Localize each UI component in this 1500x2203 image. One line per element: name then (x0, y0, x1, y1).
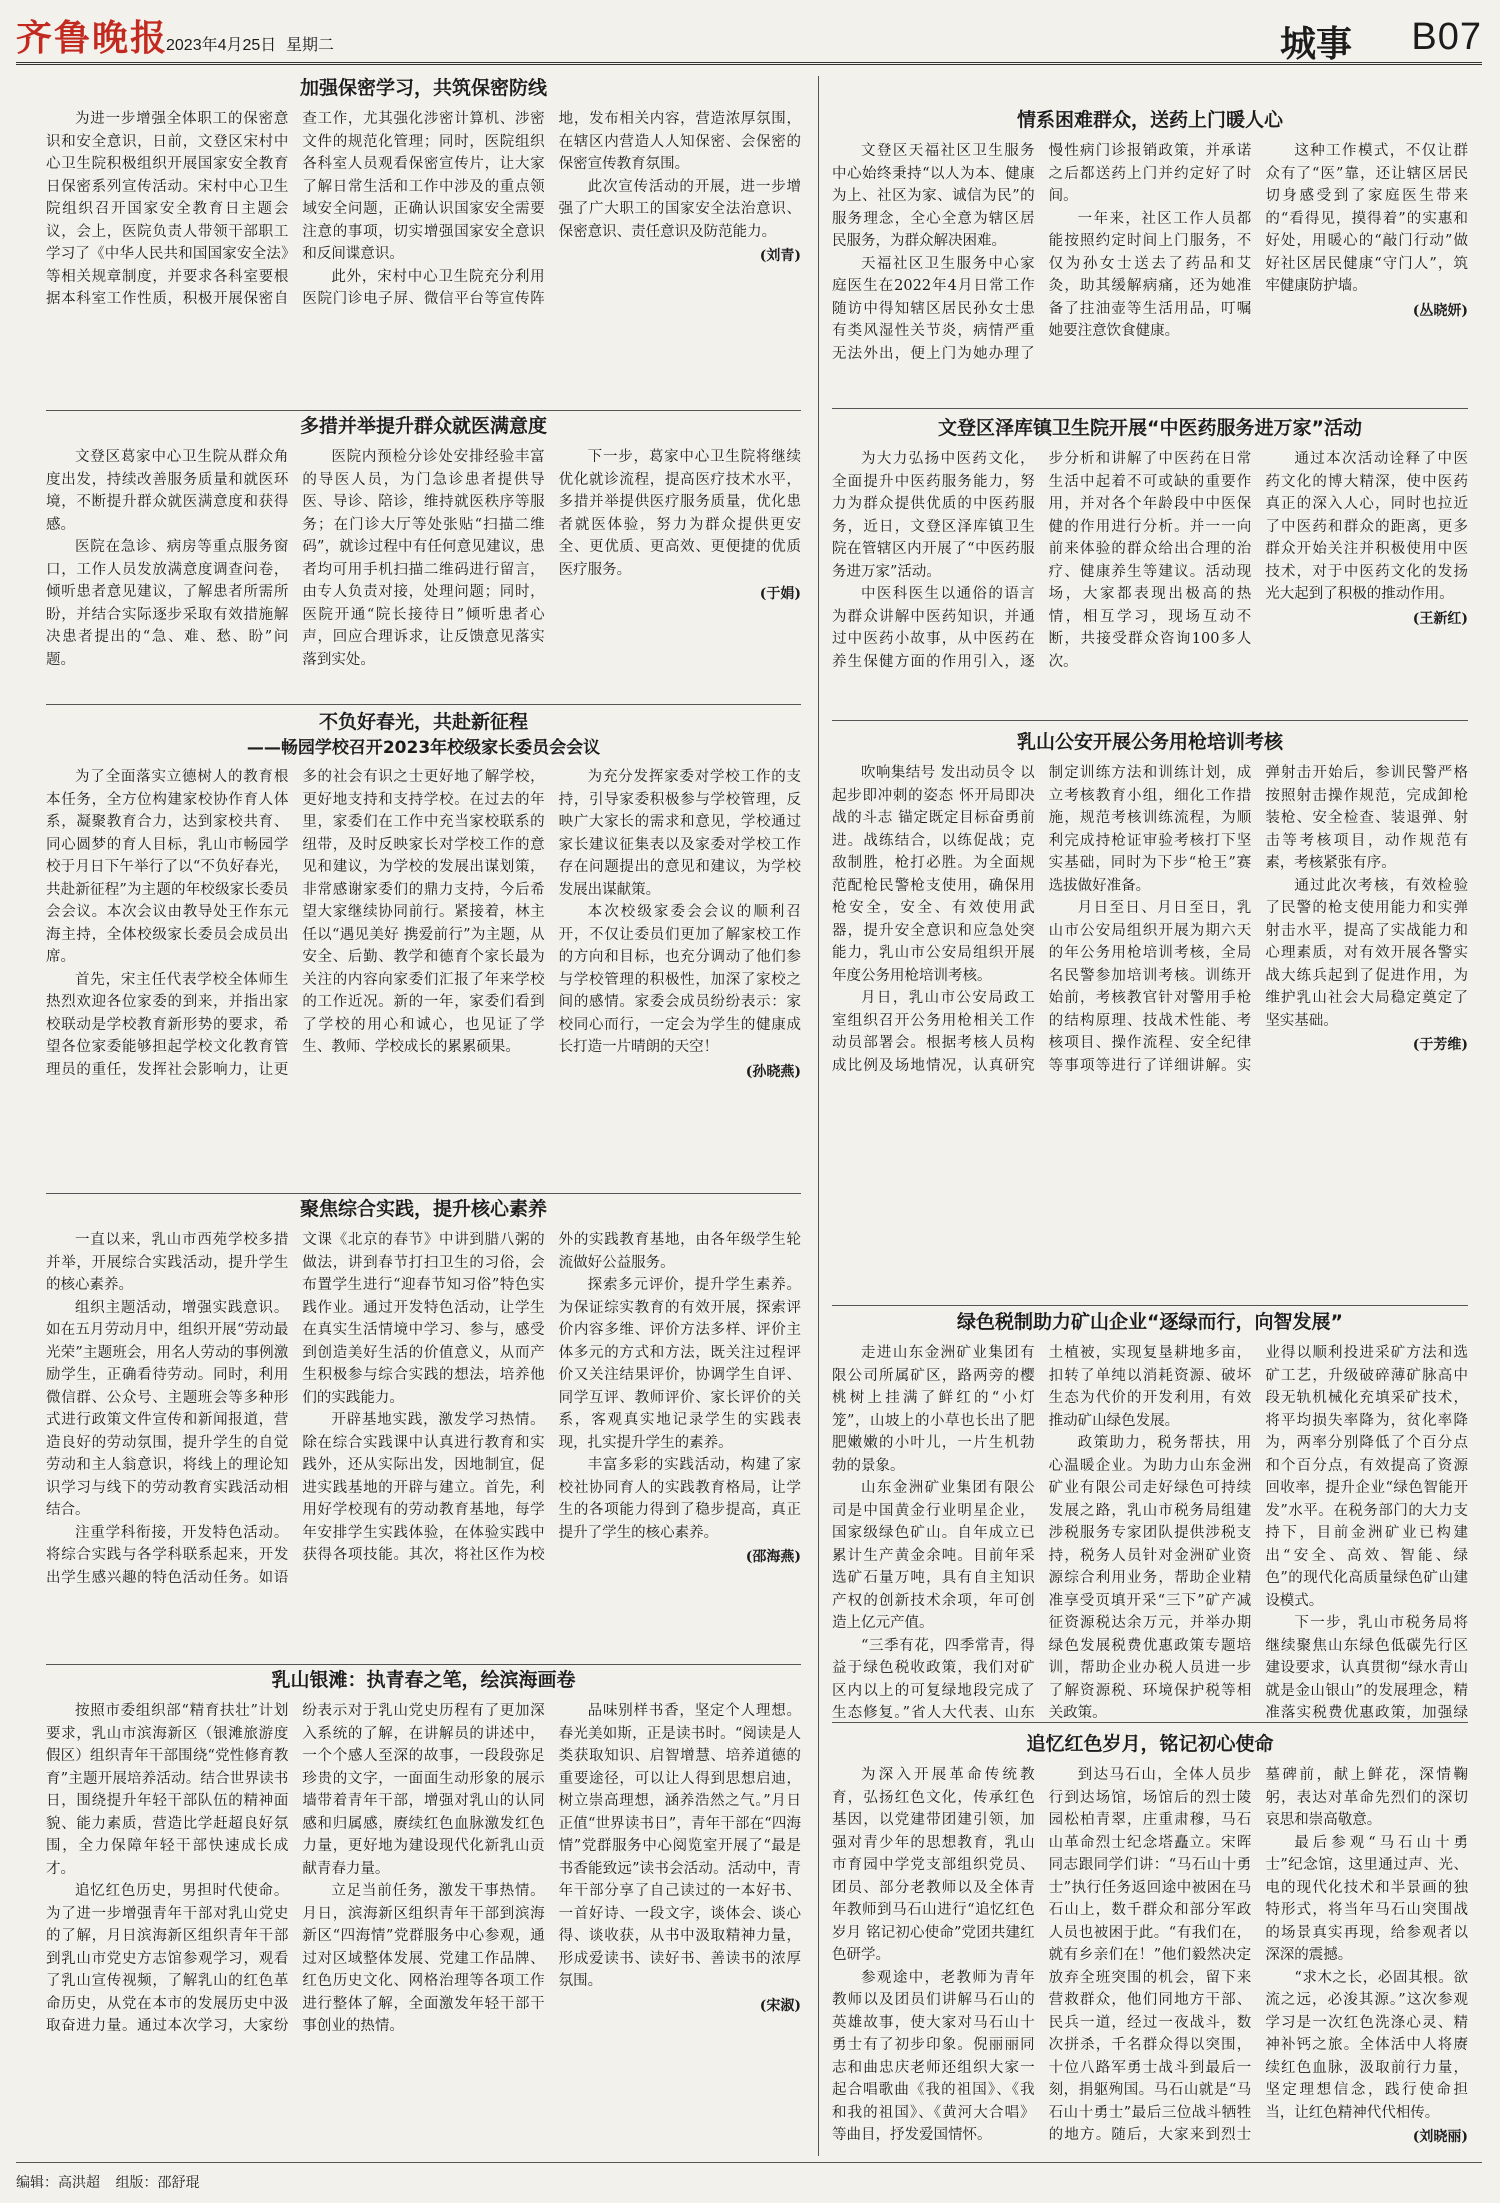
article-paragraph: 月日，乳山市公安局政工室组织召开公务用枪相关工作动员部署会。根据考核人员构成比例及场地情况，认真研究制定训练方法和训练计划，成立考核教育小组，细化工作措施，规范考核训练流程，为顺利完成持枪证审验考核打下坚实基础，同时为下步“枪王”赛选拔做好准备。 (832, 765, 1252, 1074)
article-title: 不负好春光，共赴新征程 (318, 711, 528, 733)
article-title: 文登区泽库镇卫生院开展“中医药服务进万家”活动 (938, 417, 1362, 439)
article-subtitle: ——畅园学校召开2023年校级家长委员会会议 (246, 738, 601, 758)
article-author: (王新红) (1412, 610, 1468, 627)
article-title: 聚焦综合实践，提升核心素养 (299, 1198, 547, 1220)
article-divider (46, 410, 801, 411)
article-body (832, 1342, 1468, 1720)
article-paragraph: 注重学科衔接，开发特色活动。将综合实践与各学科联系起来，开发出学生感兴趣的特色活动任务。如语文课《北京的春节》中讲到腊八粥的做法，讲到春节打扫卫生的习俗，会布置学生进行“迎春节知习俗”特色实践作业。通过开发特色活动，让学生在真实生活情境中学习、参与，感受到创造美好生活的价值意义，从而产生积极参与综合实践的想法，培养他们的实践能力。 (46, 1232, 545, 1586)
article (832, 1308, 1468, 1720)
article-paragraph: 医院在急诊、病房等重点服务窗口，工作人员发放满意度调查问卷，倾听患者意见建议，了解患者所需所盼，并结合实际逐步采取有效措施解决患者提出的“急、难、愁、盼”问题。 (46, 539, 289, 668)
article-title: 乳山银滩：执青春之笔，绘滨海画卷 (271, 1669, 576, 1691)
article-author: (刘晓丽) (1412, 2129, 1468, 2145)
article-paragraph: “三季有花，四季常青，得益于绿色税收政策，我们对矿区内以上的可复绿地段完成了生态修复。”省人大代表、山东 土植被，实现复垦耕地多亩，扣转了单纯以消耗资源、破坏生态为代价的开发利用，有效推动矿山绿色发展。 (832, 1345, 1252, 1720)
article-paragraph: 中医科医生以通俗的语言为群众讲解中医药知识，并通过中医药小故事，从中医药在养生保健方面的作用引入，逐步分析和讲解了中医药在日常生活中起着不可或缺的重要作用，并对各个年龄段中中医保健的作用进行分析。并一一向前来体验的群众给出合理的治疗、健康养生等建议。活动现场，大家都表现出极高的热情，相互学习，现场互动不断，共接受群众咨询100多人次。 (832, 451, 1252, 670)
page-number: B07 (1411, 16, 1482, 58)
article-paragraph: 此外，宋村中心卫生院充分利用医院门诊电子屏、微信平台等宣传阵地，发布相关内容，营造浓厚氛围，在辖区内营造人人知保密、会保密的保密宣传教育氛围。 (302, 111, 801, 307)
article-title: 追忆红色岁月，铭记初心使命 (1026, 1733, 1274, 1755)
article-paragraph: 丰富多彩的实践活动，构建了家校社协同育人的实践教育格局，让学生的各项能力得到了稳步提高，真正提升了学生的核心素养。 (558, 1457, 801, 1541)
article (46, 1195, 801, 1665)
article (832, 1730, 1468, 2154)
article-body (46, 108, 801, 311)
article-paragraph: 探索多元评价，提升学生素养。为保证综实教育的有效开展，探索评价内容多维、评价方法多样、评价主体多元的方式和方法，既关注过程评价又关注结果评价，协调学生自评、同学互评、教师评价、家长评价的关系，客观真实地记录学生的实践表现，扎实提升学生的素养。 (558, 1277, 801, 1451)
article (46, 1666, 801, 2154)
section-name: 城事 (1279, 24, 1352, 65)
article-paragraph: 为进一步增强全体职工的保密意识和安全意识，日前，文登区宋村中心卫生院积极组织开展国家安全教育日保密系列宣传活动。宋村中心卫生院组织召开国家安全教育日主题会议，会上，医院负责人带领干部职工学习了《中华人民共和国国家安全法》等相关规章制度，并要求各科室要根据本科室工作性质，积极开展保密自查工作，尤其强化涉密计算机、涉密文件的规范化管理；同时，医院组织各科室人员观看保密宣传片，让大家了解日常生活和工作中涉及的重点领域安全问题，正确认识国家安全需要注意的事项，切实增强国家安全意识和反间谍意识。 (46, 111, 545, 307)
column-divider (818, 76, 819, 2156)
article-body (832, 1764, 1468, 2149)
article-paragraph: 追忆红色历史，男担时代使命。为了进一步增强青年干部对乳山党史的了解，月日滨海新区组织青年干部到乳山市党史方志馆参观学习，观看了乳山宣传视频，了解乳山的红色革命历史，从党在本市的发展历史中汲取奋进力量。通过本次学习，大家纷纷表示对于乳山党史历程有了更加深入系统的了解，在讲解员的讲述中，一个个感人至深的故事，一段段弥足珍贵的文字，一面面生动形象的展示墙带着青年干部，增强对乳山的认同感和归属感，赓续红色血脉激发红色力量，更好地为建设现代化新乳山贡献青春力量。 (46, 1703, 545, 2034)
article-title: 情系困难群众，送药上门暖人心 (1016, 109, 1283, 131)
article-paragraph: 组织主题活动，增强实践意识。如在五月劳动月中，组织开展“劳动最光荣”主题班会，用名人劳动的事例激励学生，正确看待劳动。同时，利用微信群、公众号、主题班会等多种形式进行政策文件宣传和新闻报道，营造良好的劳动氛围，提升学生的自觉劳动和主人翁意识，将线上的理论知识学习与线下的劳动教育实践活动相结合。 (46, 1299, 289, 1518)
article-divider (832, 1305, 1468, 1306)
article-body (46, 766, 801, 1083)
article-author: (刘青) (759, 248, 801, 264)
article-paragraph: 品味别样书香，坚定个人理想。春光美如斯，正是读书时。“阅读是人类获取知识、启智增慧、培养道德的重要途径，可以让人得到思想启迪，树立崇高理想，涵养浩然之气。”月日正值“世界读书日”，青年干部在“四海情”党群服务中心阅览室开展了“最是书香能致远”读书会活动。活动中，青年干部分享了自己读过的一本好书、一首好诗、一段文字，谈体会、谈心得、谈收获，从书中汲取精神力量，形成爱读书、读好书、善读书的浓厚氛围。 (558, 1703, 801, 1989)
article-divider (832, 1722, 1468, 1723)
article-paragraph: 政策助力，税务帮扶，用心温暖企业。为助力山东金洲矿业有限公司走好绿色可持续发展之路，乳山市税务局组建涉税服务专家团队提供涉税支持，税务人员针对金洲矿业资源综合利用业务，帮助企业精准享受页填开采“三下”矿产减征资源税达余万元，并举办期绿色发展税费优惠政策专题培训，帮助企业办税人员进一步了解资源税、环境保护税等相关政策。 (1048, 1435, 1252, 1720)
article-paragraph: 山东金洲矿业集团有限公司是中国黄金行业明星企业，国家级绿色矿山。自年成立已累计生产黄金余吨。目前年采选矿石量万吨，具有自主知识产权的创新技术余项，年可创造上亿元产值。 (832, 1480, 1035, 1631)
article-paragraph: 文登区天福社区卫生服务中心始终秉持“以人为本、健康为上、社区为家、诚信为民”的服务理念，全心全意为辖区居民服务，为群众解决困难。 (832, 143, 1035, 249)
footer-credits (16, 2172, 200, 2192)
article-title: 加强保密学习，共筑保密防线 (299, 77, 547, 99)
article-paragraph: 参观途中，老教师为青年教师以及团员们讲解马石山的英雄故事，使大家对马石山十勇士有了初步印象。倪丽丽同志和曲忠庆老师还组织大家一起合唱歌曲《我的祖国》、《我和我的祖国》、《黄河大合唱》等曲目，抒发爱国情怀。 (832, 1969, 1035, 2143)
article-paragraph: 最后参观“马石山十勇士”纪念馆，这里通过声、光、电的现代化技术和半景画的独特形式，将当年马石山突围战的场景真实再现，给参观者以深深的震撼。 (1265, 1834, 1468, 1963)
article-paragraph: 通过本次活动诠释了中医药文化的博大精深，使中医药真正的深入人心，同时也拉近了中医药和群众的距离，更多群众开始关注并积极使用中医技术，对于中医药文化的发扬光大起到了积极的推动作用。 (1265, 451, 1468, 602)
article-paragraph: 医院内预检分诊处安排经验丰富的导医人员，为门急诊患者提供导医、导诊、陪诊，维持就医秩序等服务；在门诊大厅等处张贴“扫描二维码”，就诊过程中有任何意见建议，患者均可用手机扫描二维码进行留言，由专人负责对接，处理问题；同时，医院开通“院长接待日”倾听患者心声，回应合理诉求，让反馈意见落实落到实处。 (302, 449, 545, 668)
article-paragraph: 此次宣传活动的开展，进一步增强了广大职工的国家安全法治意识、保密意识、责任意识及防范能力。 (558, 178, 801, 240)
article-author: (于娟) (759, 586, 801, 602)
article-paragraph: 到达马石山，全体人员步行到达场馆，场馆后的烈士陵园松柏青翠，庄重肃穆，马石山革命烈士纪念塔矗立。宋晖同志跟同学们讲：“马石山十勇士”执行任务返回途中被困在马石山上，数千群众和部分军政人员也被困于此。“有我们在，就有乡亲们在！”他们毅然决定放弃全班突围的机会，留下来营救群众，他们同地方干部、民兵一道，经过一夜战斗，数次拼杀，千名群众得以突围，十位八路军勇士战斗到最后一刻，捐躯殉国。马石山就是“马石山十勇士”最后三位战斗牺牲的地方。随后，大家来到烈士墓碑前，献上鲜花，深情鞠躬，表达对革命先烈们的深切哀思和崇高敬意。 (1048, 1767, 1468, 2143)
article-paragraph: 为大力弘扬中医药文化，全面提升中医药服务能力，努力为群众提供优质的中医药服务，近日，文登区泽库镇卫生院在管辖区内开展了“中医药服务进万家”活动。 (832, 451, 1035, 580)
article-paragraph: 这种工作模式，不仅让群众有了“医”靠，还让辖区居民切身感受到了家庭医生带来的“看得见，摸得着”的实惠和好处，用暖心的“敲门行动”做好社区居民健康“守门人”，筑牢健康防护墙。 (1265, 143, 1468, 294)
issue-weekday: 星期二 (286, 37, 335, 54)
article-divider (832, 408, 1468, 409)
article-paragraph: 立足当前任务，激发干事热情。月日，滨海新区组织青年干部到滨海新区“四海情”党群服务中心参观，通过对区域整体发展、党建工作品牌、红色历史文化、网格治理等各项工作进行整体了解，全面激发年轻干部干事创业的热情。 (302, 1883, 545, 2034)
article (46, 74, 801, 414)
article-divider (46, 1664, 801, 1665)
masthead (16, 10, 1482, 65)
article-body (832, 762, 1468, 1077)
article-paragraph: 下一步，葛家中心卫生院将继续优化就诊流程，提高医疗技术水平，多措并举提供医疗服务质量，优化患者就医体验，努力为群众提供更安全、更优质、更高效、更便捷的优质医疗服务。 (558, 449, 801, 578)
article-body (46, 1700, 801, 2038)
article-paragraph: 吹响集结号 发出动员令 以起步即冲刺的姿态 怀开局即决战的斗志 锚定既定目标奋勇前进。战练结合，以练促战；克敌制胜，枪打必胜。为全面规范配枪民警枪支使用，确保用枪安全，安全、有效使用武器，提升安全意识和应急处突能力，乳山市公安局组织开展年度公务用枪培训考核。 (832, 765, 1035, 984)
article-paragraph: 业得以顺利投进采矿方法和选矿工艺，升级破碎薄矿脉高中段无轨机械化充填采矿技术，将平均损失率降为，贫化率降为，两率分别降低了个百分点和个百分点，有效提高了资源回收率，提升企业“绿色智能开发”水平。在税务部门的大力支持下，目前金洲矿业已构建出“安全、高效、智能、绿色”的现代化高质量绿色矿山建设模式。 (1265, 1345, 1468, 1609)
article-body (832, 448, 1468, 673)
article-paragraph: 为充分发挥家委对学校工作的支持，引导家委积极参与学校管理，反映广大家长的需求和意见，学校通过家长建议征集表以及家委对学校工作存在问题提出的意见和建议，为学校发展出谋献策。 (558, 769, 801, 898)
article-divider (832, 720, 1468, 721)
article-paragraph: 本次校级家委会会议的顺利召开，不仅让委员们更加了解家校工作的方向和目标，也充分调动了他们参与学校管理的积极性，加深了家校之间的感情。家委会成员纷纷表示：家校同心而行，一定会为学生的健康成长打造一片晴朗的天空！ (558, 904, 801, 1055)
article-body (832, 140, 1468, 365)
article-paragraph: 通过此次考核，有效检验了民警的枪支使用能力和实弹射击水平，提高了实战能力和心理素质，对有效开展各警实战大练兵起到了促进作用，为维护乳山社会大局稳定奠定了坚实基础。 (1265, 877, 1468, 1029)
article-paragraph: 首先，宋主任代表学校全体师生热烈欢迎各位家委的到来，并指出家校联动是学校教育新形势的要求，希望各位家委能够担起学校文化教育管理员的重任，发挥社会影响力，让更多的社会有识之士更好地了解学校，更好地支持和支持学校。在过去的年里，家委们在工作中充当家校联系的纽带，及时反映家长对学校工作的意见和建议，为学校的发展出谋划策，非常感谢家委们的鼎力支持，今后希望大家继续协同前行。紧接着，林主任以“遇见美好 携爱前行”为主题，从安全、后勤、教学和德育个家长最为关注的内容向家委们汇报了年来学校的工作近况。新的一年，家委们看到了学校的用心和诚心，也见证了学生、教师、学校成长的累累硕果。 (46, 769, 545, 1078)
article-paragraph: 按照市委组织部“精育扶壮”计划要求，乳山市滨海新区（银滩旅游度假区）组织青年干部围绕“党性修育教育”主题开展培养活动。结合世界读书日，围绕提升年轻干部队伍的精神面貌、能力素质，营造比学赶超良好氛围，全力保障年轻干部快速成长成才。 (46, 1703, 289, 1877)
article-title: 乳山公安开展公务用枪培训考核 (1016, 731, 1283, 753)
article-paragraph: 月日至日、月日至日，乳山市公安局组织开展为期六天的年公务用枪培训考核，全局名民警参加培训考核。训练开始前，考核教官针对警用手枪的结构原理、技战术性能、考核项目、操作流程、安全纪律等事项等进行了详细讲解。实弹射击开始后，参训民警严格按照射击操作规范，完成卸枪装枪、安全检查、装退弹、射击等考核项目，动作规范有素，考核紧张有序。 (1048, 765, 1468, 1074)
article-paragraph: 一年来，社区工作人员都能按照约定时间上门服务，不仅为孙女士送去了药品和艾灸，助其缓解病痛，还为她准备了拄油壶等生活用品，叮嘱她要注意饮食健康。 (1048, 210, 1252, 339)
issue-date: 2023年4月25日 (166, 37, 277, 54)
article-author: (于芳维) (1412, 1037, 1468, 1053)
article (832, 414, 1468, 720)
article-title: 多措并举提升群众就医满意度 (299, 415, 547, 437)
article-body (46, 1229, 801, 1589)
article (46, 708, 801, 1194)
footer-divider (16, 2162, 1482, 2163)
article-divider (46, 704, 801, 705)
article-title: 绿色税制助力矿山企业“逐绿而行，向智发展” (957, 1311, 1343, 1333)
article-paragraph: 天福社区卫生服务中心家庭医生在2022年4月日常工作随访中得知辖区居民孙女士患有类风湿性关节炎，病情严重无法外出，便上门为她办理了慢性病门诊报销政策，并承诺之后都送药上门并约定好了时间。 (832, 143, 1252, 362)
editor-credit: 编辑：高洪超 (16, 2174, 100, 2190)
article (832, 106, 1468, 410)
article-author: (宋淑) (759, 1997, 801, 2014)
newspaper-logo: 齐鲁晚报 (16, 17, 169, 59)
article (46, 412, 801, 704)
article-paragraph: 开辟基地实践，激发学习热情。除在综合实践课中认真进行教育和实践外，还从实际出发，因地制宜，促进实践基地的开辟与建立。首先，利用好学校现有的劳动教育基地，每学年安排学生实践体验，在体验实践中获得各项技能。其次，将社区作为校外的实践教育基地，由各年级学生轮流做好公益服务。 (302, 1232, 801, 1563)
article-paragraph: 为深入开展革命传统教育，弘扬红色文化，传承红色基因，以党建带团建引领，加强对青少年的思想教育，乳山市育园中学党支部组织党员、团员、部分老教师以及全体青年教师到马石山进行“追忆红色岁月 铭记初心使命”党团共建红色研学。 (832, 1767, 1035, 1963)
article-paragraph: 一直以来，乳山市西苑学校多措并举，开展综合实践活动，提升学生的核心素养。 (46, 1232, 289, 1293)
article-paragraph: 走进山东金洲矿业集团有限公司所属矿区，路两旁的樱桃树上挂满了鲜红的“小灯笼”，山坡上的小草也长出了肥肥嫩嫩的小叶儿，一片生机勃勃的景象。 (832, 1345, 1035, 1474)
article-paragraph: “求木之长，必固其根。欲流之远，必浚其源。”这次参观学习是一次红色洗涤心灵、精神补钙之旅。全体活中人将赓续红色血脉，汲取前行力量，坚定理想信念，践行使命担当，让红色精神代代相传。 (1265, 1969, 1468, 2121)
article-body (46, 446, 801, 671)
article-author: (孙晓燕) (745, 1063, 801, 1080)
article (832, 728, 1468, 1306)
article-author: (丛晓妍) (1412, 302, 1468, 319)
layout-credit: 组版：邵舒琨 (115, 2174, 200, 2190)
article-paragraph: 文登区葛家中心卫生院从群众角度出发，持续改善服务质量和就医环境，不断提升群众就医满意度和获得感。 (46, 449, 289, 533)
article-paragraph: 为了全面落实立德树人的教育根本任务，全方位构建家校协作育人体系，凝聚教育合力，达到家校共育、同心圆梦的育人目标，乳山市畅园学校于月日下午举行了以“不负好春光，共赴新征程”为主题的年校级家长委员会会议。本次会议由教导处王作东元海主持，全体校级家长委员会成员出席。 (46, 769, 289, 965)
article-author: (邵海燕) (745, 1549, 801, 1565)
article-paragraph: 下一步，乳山市税务局将继续聚焦山东绿色低碳先行区建设要求，认真贯彻“绿水青山就是金山银山”的发展理念，精准落实税费优惠政策，加强绿 (1265, 1615, 1468, 1720)
article-divider (46, 1193, 801, 1194)
